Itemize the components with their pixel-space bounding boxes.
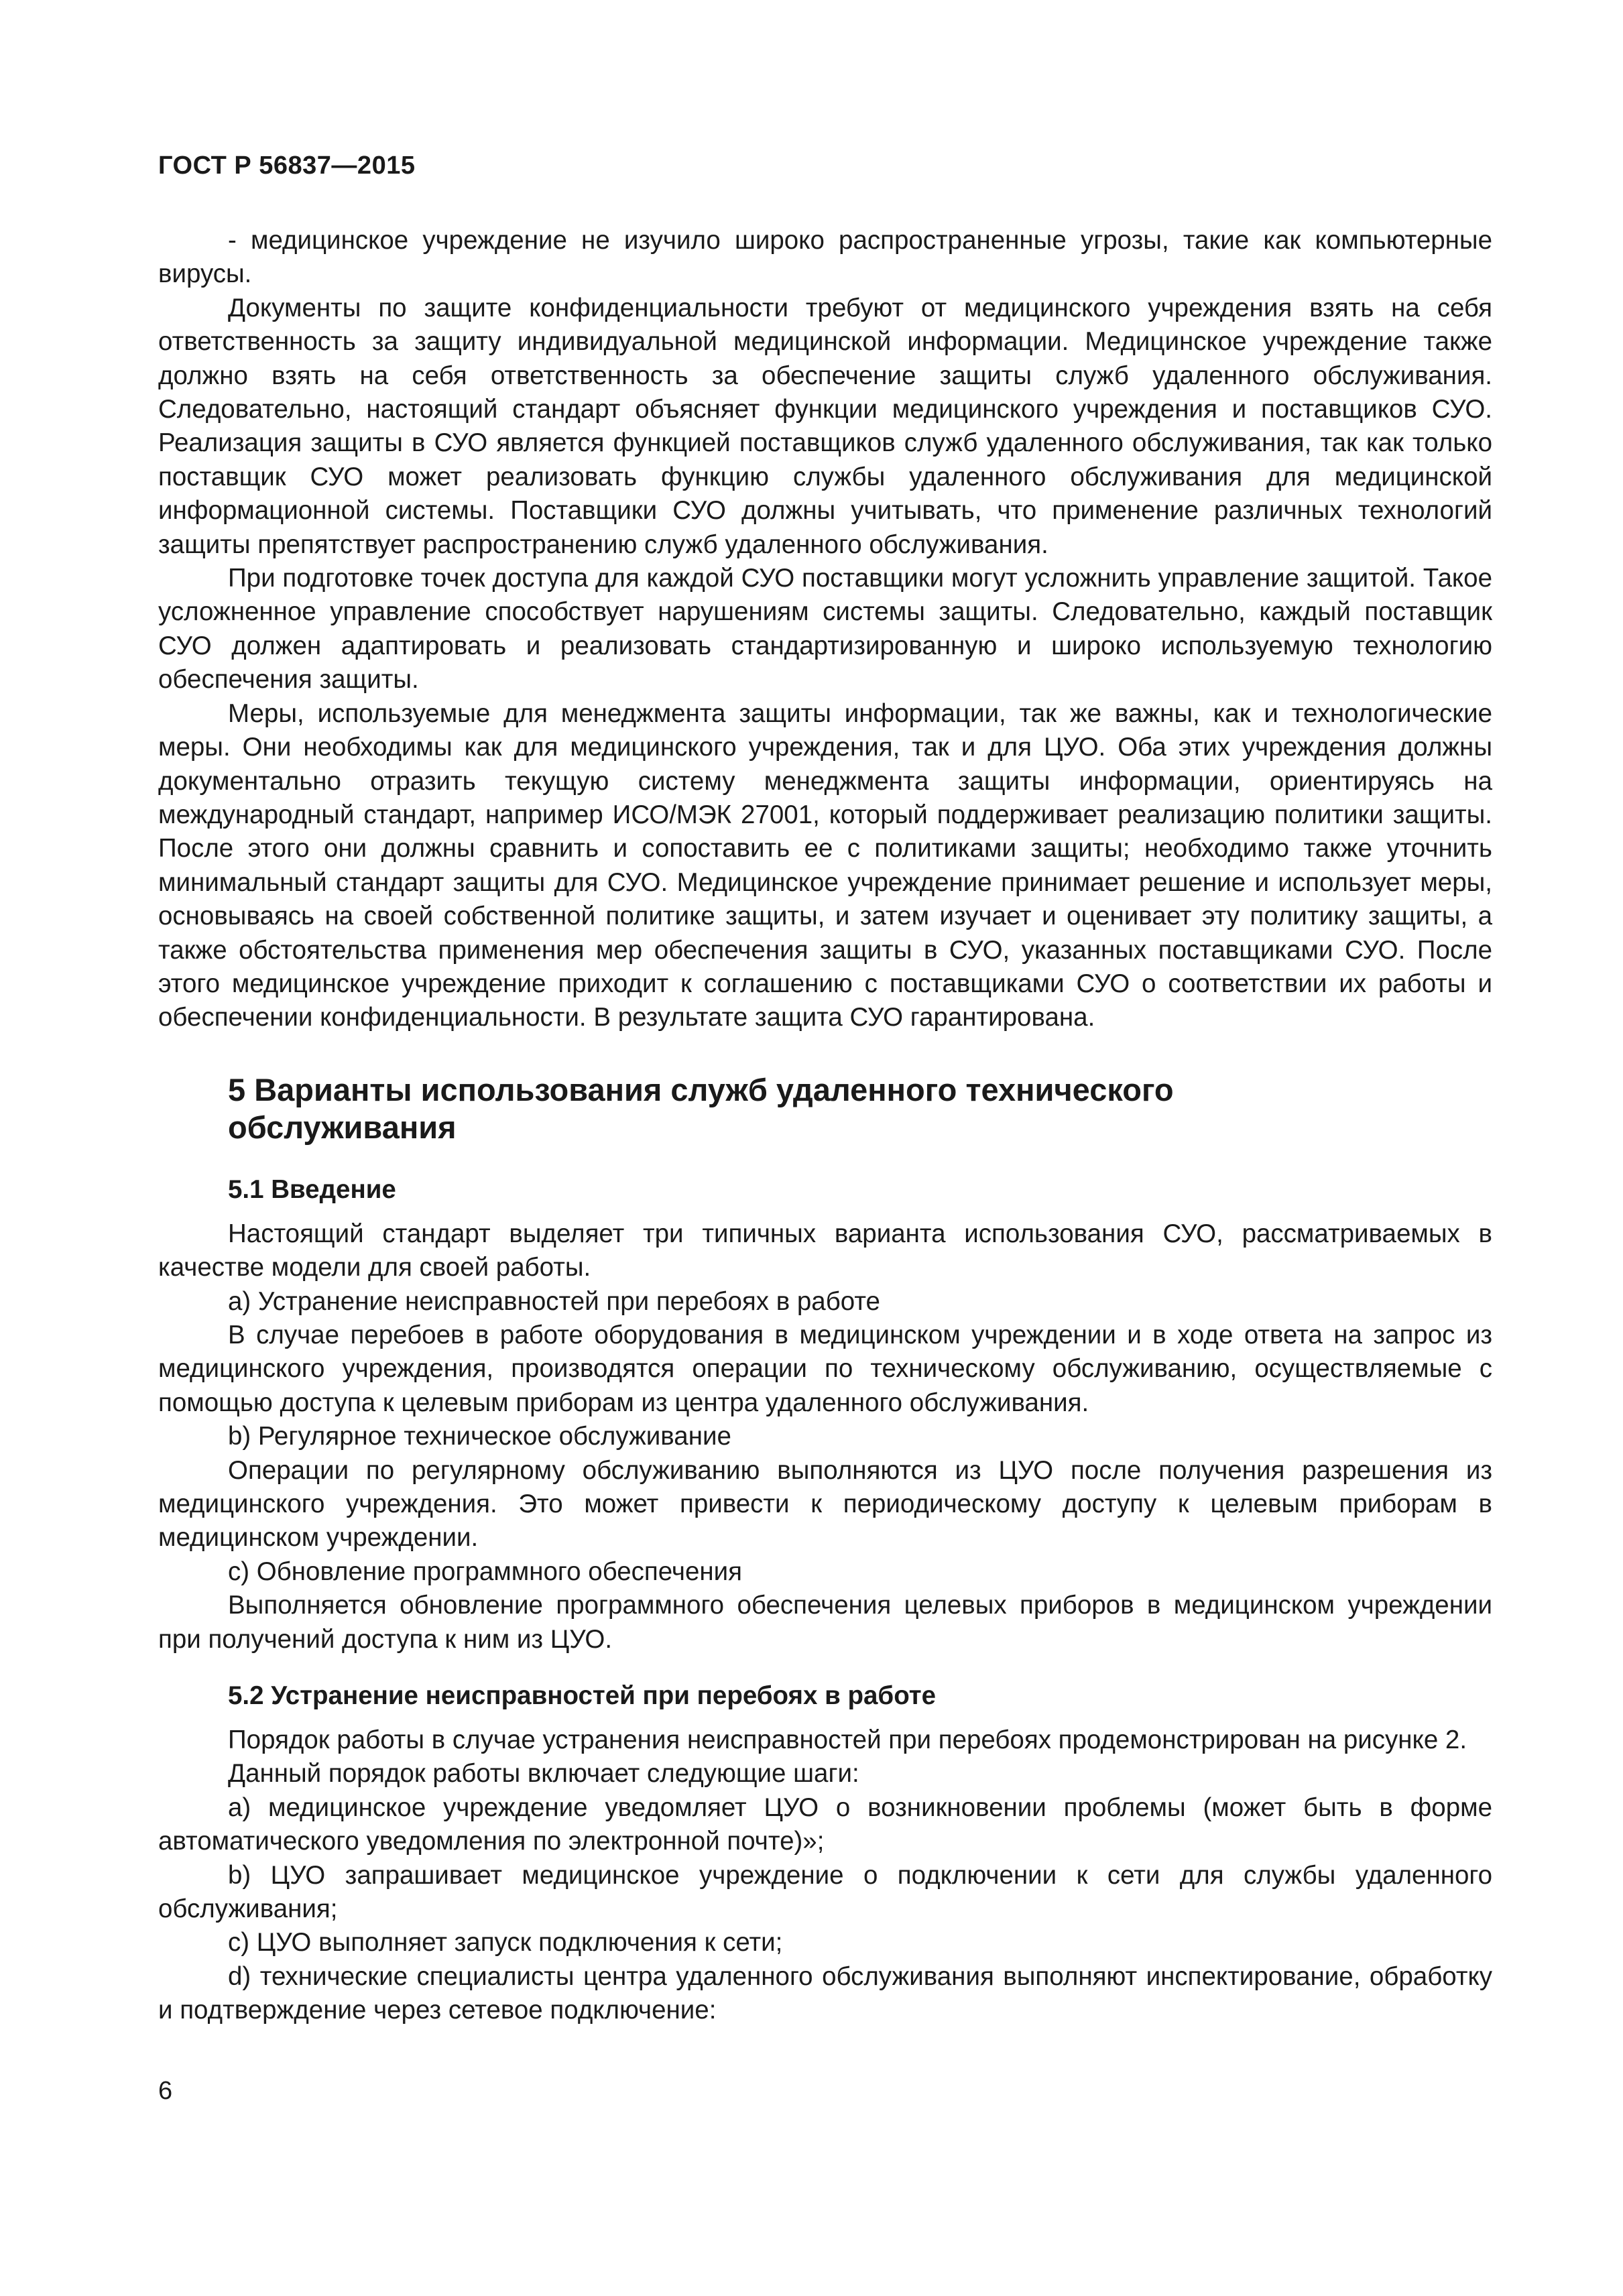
list-item: b) Регулярное техническое обслуживание xyxy=(228,1422,731,1451)
section-5-1-heading: 5.1 Введение xyxy=(228,1174,396,1204)
document-body xyxy=(158,224,1492,2028)
paragraph: Порядок работы в случае устранения неисправностей при перебоях продемонстрирован на рисунке 2. xyxy=(228,1726,1467,1755)
paragraph: Операции по регулярному обслуживанию выполняются из ЦУО после получения разрешения из медицинского учреждения. Это может привести к периодическому доступу к целевым приборам в медицинском учреждении. xyxy=(158,1455,1492,1553)
paragraph: Данный порядок работы включает следующие шаги: xyxy=(228,1759,859,1789)
paragraph: Документы по защите конфиденциальности требуют от медицинского учреждения взять на себя ответственность за защиту индивидуальной медицинской информации. Медицинское учреждение также должно взять на себя ответственность за обеспечение защиты служб удаленного обслуживания. Следовательно, настоящий стандарт объясняет функции медицинского учреждения и поставщиков СУО. Реализация защиты в СУО является функцией поставщиков служб удаленного обслуживания, так как только поставщик СУО может реализовать функцию службы удаленного обслуживания для медицинской информационной системы. Поставщики СУО должны учитывать, что применение различных технологий защиты препятствует распространению служб удаленного обслуживания. xyxy=(158,293,1492,559)
paragraph: - медицинское учреждение не изучило широко распространенные угрозы, такие как компьютерные вирусы. xyxy=(158,226,1492,289)
section-5-heading-line1: 5 Варианты использования служб удаленного технического xyxy=(228,1071,1174,1107)
paragraph: Меры, используемые для менеджмента защиты информации, так же важны, как и технологические меры. Они необходимы как для медицинского учреждения, так и для ЦУО. Оба этих учреждения должны документально отразить текущую систему менеджмента защиты информации, ориентируясь на международный стандарт, например ИСО/МЭК 27001, который поддерживает реализацию политики защиты. После этого они должны сравнить и сопоставить ее с политиками защиты; необходимо также уточнить минимальный стандарт защиты для СУО. Медицинское учреждение принимает решение и использует меры, основываясь на своей собственной политике защиты, и затем изучает и оценивает эту политику защиты, а также обстоятельства применения мер обеспечения защиты в СУО, указанных поставщиками СУО. После этого медицинское учреждение приходит к соглашению с поставщиками СУО о соответствии их работы и обеспечении конфиденциальности. В результате защита СУО гарантирована. xyxy=(158,699,1492,1032)
list-item: а) Устранение неисправностей при перебоях в работе xyxy=(228,1286,880,1316)
list-item: d) технические специалисты центра удаленного обслуживания выполняют инспектирование, обработку и подтверждение через сетевое подключение: xyxy=(158,1961,1492,2025)
section-5-2-heading: 5.2 Устранение неисправностей при перебоях в работе xyxy=(228,1681,937,1711)
paragraph: При подготовке точек доступа для каждой СУО поставщики могут усложнить управление защитой. Такое усложненное управление способствует нарушениям системы защиты. Следовательно, каждый поставщик СУО должен адаптировать и реализовать стандартизированную и широко используемую технологию обеспечения защиты. xyxy=(158,564,1492,694)
paragraph: Настоящий стандарт выделяет три типичных варианта использования СУО, рассматриваемых в качестве модели для своей работы. xyxy=(158,1219,1492,1282)
paragraph: Выполняется обновление программного обеспечения целевых приборов в медицинском учреждении при получений доступа к ним из ЦУО. xyxy=(158,1591,1492,1654)
list-item: а) медицинское учреждение уведомляет ЦУО о возникновении проблемы (может быть в форме автоматического уведомления по электронной почте)»; xyxy=(158,1793,1492,1856)
document-header: ГОСТ Р 56837—2015 xyxy=(158,152,416,180)
section-5-heading xyxy=(158,1071,1492,1146)
page-number: 6 xyxy=(158,2077,173,2105)
list-item: b) ЦУО запрашивает медицинское учреждение о подключении к сети для службы удаленного обслуживания; xyxy=(158,1860,1492,1924)
paragraph: В случае перебоев в работе оборудования в медицинском учреждении и в ходе ответа на запрос из медицинского учреждения, производятся операции по техническому обслуживанию, осуществляемые с помощью доступа к целевым приборам из центра удаленного обслуживания. xyxy=(158,1320,1492,1417)
list-item: с) Обновление программного обеспечения xyxy=(228,1557,742,1586)
section-5-heading-line2: обслуживания xyxy=(228,1109,457,1145)
list-item: с) ЦУО выполняет запуск подключения к сети; xyxy=(228,1928,783,1957)
